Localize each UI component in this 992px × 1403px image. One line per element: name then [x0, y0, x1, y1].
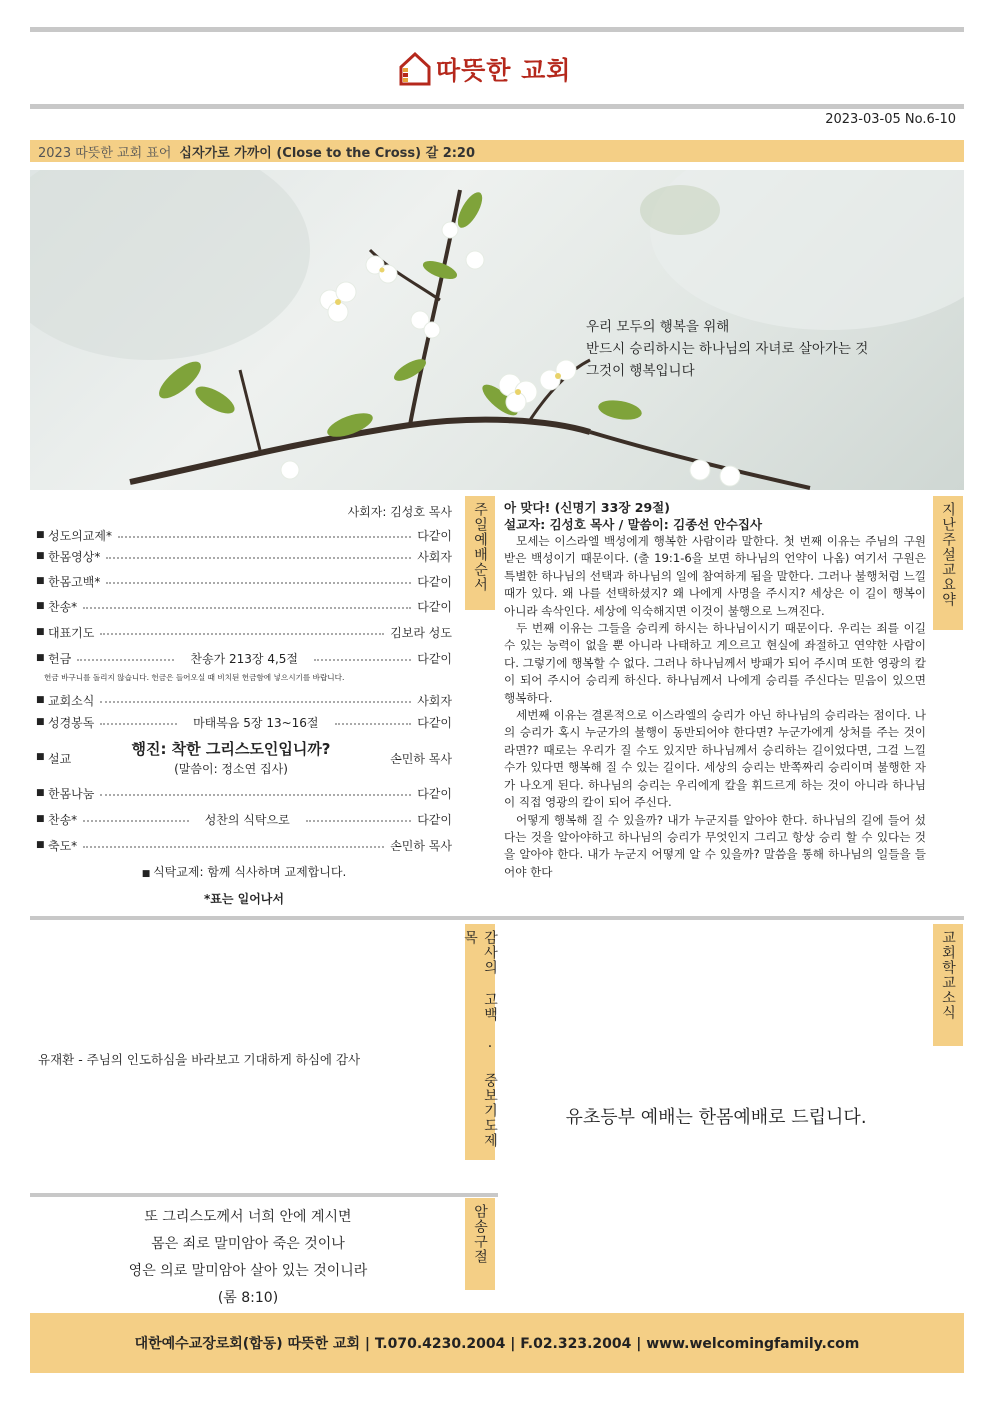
- bullet-icon: ■: [36, 840, 45, 850]
- order-item-name: 성경봉독: [48, 715, 95, 730]
- bullet-icon: ■: [36, 752, 45, 762]
- bullet-icon: ■: [36, 551, 45, 561]
- order-item-name: 성도의교제*: [48, 528, 112, 543]
- tab-sermon-summary: 지난주설교요약: [933, 496, 963, 630]
- order-item-leader: 다같이: [417, 574, 452, 589]
- summary-paragraph: 어떻게 행복해 질 수 있을까? 내가 누군지를 알아야 한다. 하나님의 길에 들어 섰다는 것을 알아야하고 하나님의 승리가 무엇인지 그리고 항상 승리 할 수 있다는 것을 알아야 한다. 내가 누군지 어떻게 알 수 있을까? 말씀을 통해 하나님의 일들을 들어야 한다: [504, 812, 926, 879]
- hero-line: 그것이 행복입니다: [586, 363, 695, 379]
- tab-thanks-prayer: 감사의 고백 · 중보기도제목: [465, 924, 495, 1160]
- order-item-name: 한몸영상*: [48, 549, 101, 564]
- memory-line: 영은 의로 말미암아 살아 있는 것이니라: [128, 1263, 368, 1279]
- summary-byline: 설교자: 김성호 목사 / 말씀이: 김종선 안수집사: [504, 517, 763, 532]
- order-item-leader: 다같이: [417, 528, 452, 543]
- summary-title: 아 맞다! (신명기 33장 29절): [504, 500, 670, 515]
- tab-memory-verse: 암송구절: [465, 1198, 495, 1290]
- bullet-icon: ■: [36, 601, 45, 611]
- order-item-leader: 손민하 목사: [390, 838, 452, 853]
- bullet-icon: ■: [36, 717, 45, 727]
- order-row: [36, 809, 452, 829]
- order-item-leader: 사회자: [417, 549, 452, 564]
- bullet-icon: ■: [36, 788, 45, 798]
- dot-leader: [106, 581, 411, 584]
- order-item-leader: 다같이: [417, 599, 452, 614]
- order-item-name: 대표기도: [48, 625, 95, 640]
- order-item-leader: 사회자: [417, 693, 452, 708]
- memory-rule: [30, 1193, 498, 1197]
- memory-verse: [36, 1204, 460, 1312]
- sermon-title: 행진: 착한 그리스도인입니까?: [131, 740, 331, 758]
- order-row: [36, 690, 452, 710]
- memory-line: 몸은 죄로 말미암아 죽은 것이나: [151, 1236, 345, 1252]
- dot-leader: [106, 556, 411, 559]
- top-rule: [30, 27, 964, 32]
- order-item-detail: 마태복음 5장 13~16절: [193, 715, 319, 730]
- footer-bar: [30, 1313, 964, 1373]
- order-row: [36, 546, 452, 566]
- memory-line: 또 그리스도께서 너희 안에 계시면: [144, 1209, 352, 1225]
- order-item-name: 찬송*: [48, 812, 78, 827]
- offering-note: 헌금 바구니를 돌리지 않습니다. 헌금은 들어오실 때 비치된 헌금함에 넣으시기를 바랍니다.: [44, 673, 345, 682]
- order-row: [36, 525, 452, 545]
- order-row: [36, 648, 452, 668]
- hero-quote: [586, 316, 868, 382]
- order-row: [36, 622, 452, 642]
- footer-text: 대한예수교장로회(합동) 따뜻한 교회 | T.070.4230.2004 | F.02.323.2004 | www.welcomingfamily.com: [134, 1336, 860, 1352]
- dot-leader: [100, 632, 384, 635]
- fellowship-note: [36, 863, 452, 880]
- dot-leader: [77, 658, 174, 661]
- church-name: 따뜻한 교회: [436, 56, 572, 85]
- tab-worship-order: 주일예배순서: [465, 496, 495, 610]
- summary-paragraph: 세번째 이유는 결론적으로 이스라엘의 승리가 아닌 하나님의 승리라는 점이다. 나의 승리가 혹시 누군가의 불행이 동반되어야 한다면? 누군가에게 상처를 주는 것이라면?? 때로는 우리가 질 수도 있지만 하나님께서 승리하는 길이었다면, 그걸 느낄수가 있다면 행복해 질 수 있는 길이다. 세상의 승리는 반쪽짜리 승리이며 불행한 자가 나오게 된다. 하나님의 승리는 우리에게 칼을 휘드르게 하는 것이 아니라 하나님이 직접 영광의 칼이 되어 주신다.: [504, 708, 926, 810]
- order-item-name: 축도*: [48, 838, 78, 853]
- order-item-name: 설교: [48, 752, 72, 766]
- bullet-icon: ■: [36, 627, 45, 637]
- motto-bar: [30, 140, 964, 162]
- dot-leader: [83, 845, 384, 848]
- house-logo-icon: [398, 50, 432, 88]
- dot-leader: [314, 658, 411, 661]
- dot-leader: [83, 606, 411, 609]
- tab-church-school: 교회학교소식: [933, 924, 963, 1046]
- order-item-name: 한몸나눔: [48, 786, 95, 801]
- header-rule: [30, 104, 964, 109]
- summary-paragraph: 두 번째 이유는 그들을 승리케 하시는 하나님이시기 때문이다. 우리는 죄를 이길 수 있는 능력이 없을 뿐 아니라 나태하고 게으르고 현실에 좌절하고 연약한 사람이다. 그렇기에 행복할 수 없다. 그러나 하나님께서 방패가 되어 주시며 또한 영광의 칼이 되어 주시어 승리케 하신다. 하나님께서 나에게 승리를 주신다는 믿음이 있으면 행복하다.: [504, 621, 926, 705]
- bullet-icon: ■: [36, 653, 45, 663]
- order-item-name: 찬송*: [48, 599, 78, 614]
- order-item-leader: 다같이: [417, 715, 453, 730]
- order-item-name: 헌금: [48, 651, 72, 666]
- bullet-icon: ■: [141, 869, 154, 879]
- fellowship-text: 식탁교제: 함께 식사하며 교제합니다.: [153, 865, 347, 879]
- dot-leader: [335, 722, 412, 725]
- order-row: [36, 596, 452, 616]
- dot-leader: [83, 819, 189, 822]
- sermon-reader: (말씀이: 정소연 집사): [174, 762, 288, 776]
- thanks-text: 유재환 - 주님의 인도하심을 바라보고 기대하게 하심에 감사: [38, 1052, 361, 1067]
- order-row: [36, 783, 452, 803]
- dot-leader: [100, 793, 411, 796]
- presider: 사회자: 김성호 목사: [347, 505, 452, 519]
- church-logo: [398, 46, 598, 92]
- dot-leader: [306, 819, 412, 822]
- bullet-icon: ■: [36, 530, 45, 540]
- order-item-name: 한몸고백*: [48, 574, 101, 589]
- order-item-leader: 손민하 목사: [390, 752, 452, 766]
- issue-date: 2023-03-05 No.6-10: [825, 112, 956, 127]
- order-item-leader: 김보라 성도: [390, 625, 452, 640]
- sermon-order-row: [36, 738, 452, 782]
- bullet-icon: ■: [36, 576, 45, 586]
- order-item-leader: 다같이: [417, 786, 452, 801]
- order-item-leader: 다같이: [417, 651, 453, 666]
- bullet-icon: ■: [36, 814, 45, 824]
- memory-reference: (롬 8:10): [217, 1290, 279, 1306]
- summary-paragraph: 모세는 이스라엘 백성에게 행복한 사람이라 말한다. 첫 번째 이유는 주님의 구원 받은 백성이기 때문이다. (출 19:1-6을 보면 하나님의 언약이 나옴) 여기서 구원은 특별한 하나님의 선택과 하나님의 일에 참여하게 됨을 말한다. 그러나 불행처럼 느낄 때가 있다. 왜 나를 선택하셨지? 왜 나에게 사명을 주시지? 세상은 이 길이 행복이 아니라 속삭인다. 세상에 익숙해지면 이것이 불행으로 느껴진다.: [504, 534, 926, 618]
- order-row: [36, 712, 452, 732]
- order-item-leader: 다같이: [417, 812, 452, 827]
- dot-leader: [118, 535, 411, 538]
- order-row: [36, 571, 452, 591]
- hero-photo: [30, 170, 964, 490]
- motto-prefix: 2023 따뜻한 교회 표어: [38, 145, 172, 161]
- summary-body: [504, 533, 926, 881]
- standing-note: *표는 일어나서: [203, 892, 284, 906]
- motto-text: 십자가로 가까이 (Close to the Cross) 갈 2:20: [179, 145, 476, 161]
- dot-leader: [100, 700, 411, 703]
- order-item-name: 교회소식: [48, 693, 95, 708]
- bullet-icon: ■: [36, 695, 45, 705]
- order-row: [36, 835, 452, 855]
- dot-leader: [100, 722, 177, 725]
- order-item-detail: 성찬의 식탁으로: [204, 812, 290, 827]
- hero-line: 반드시 승리하시는 하나님의 자녀로 살아가는 것: [586, 341, 869, 357]
- hero-line: 우리 모두의 행복을 위해: [586, 319, 730, 335]
- school-notice: 유초등부 예배는 한몸예배로 드립니다.: [565, 1107, 867, 1128]
- section-rule: [30, 916, 964, 920]
- order-item-detail: 찬송가 213장 4,5절: [190, 651, 298, 666]
